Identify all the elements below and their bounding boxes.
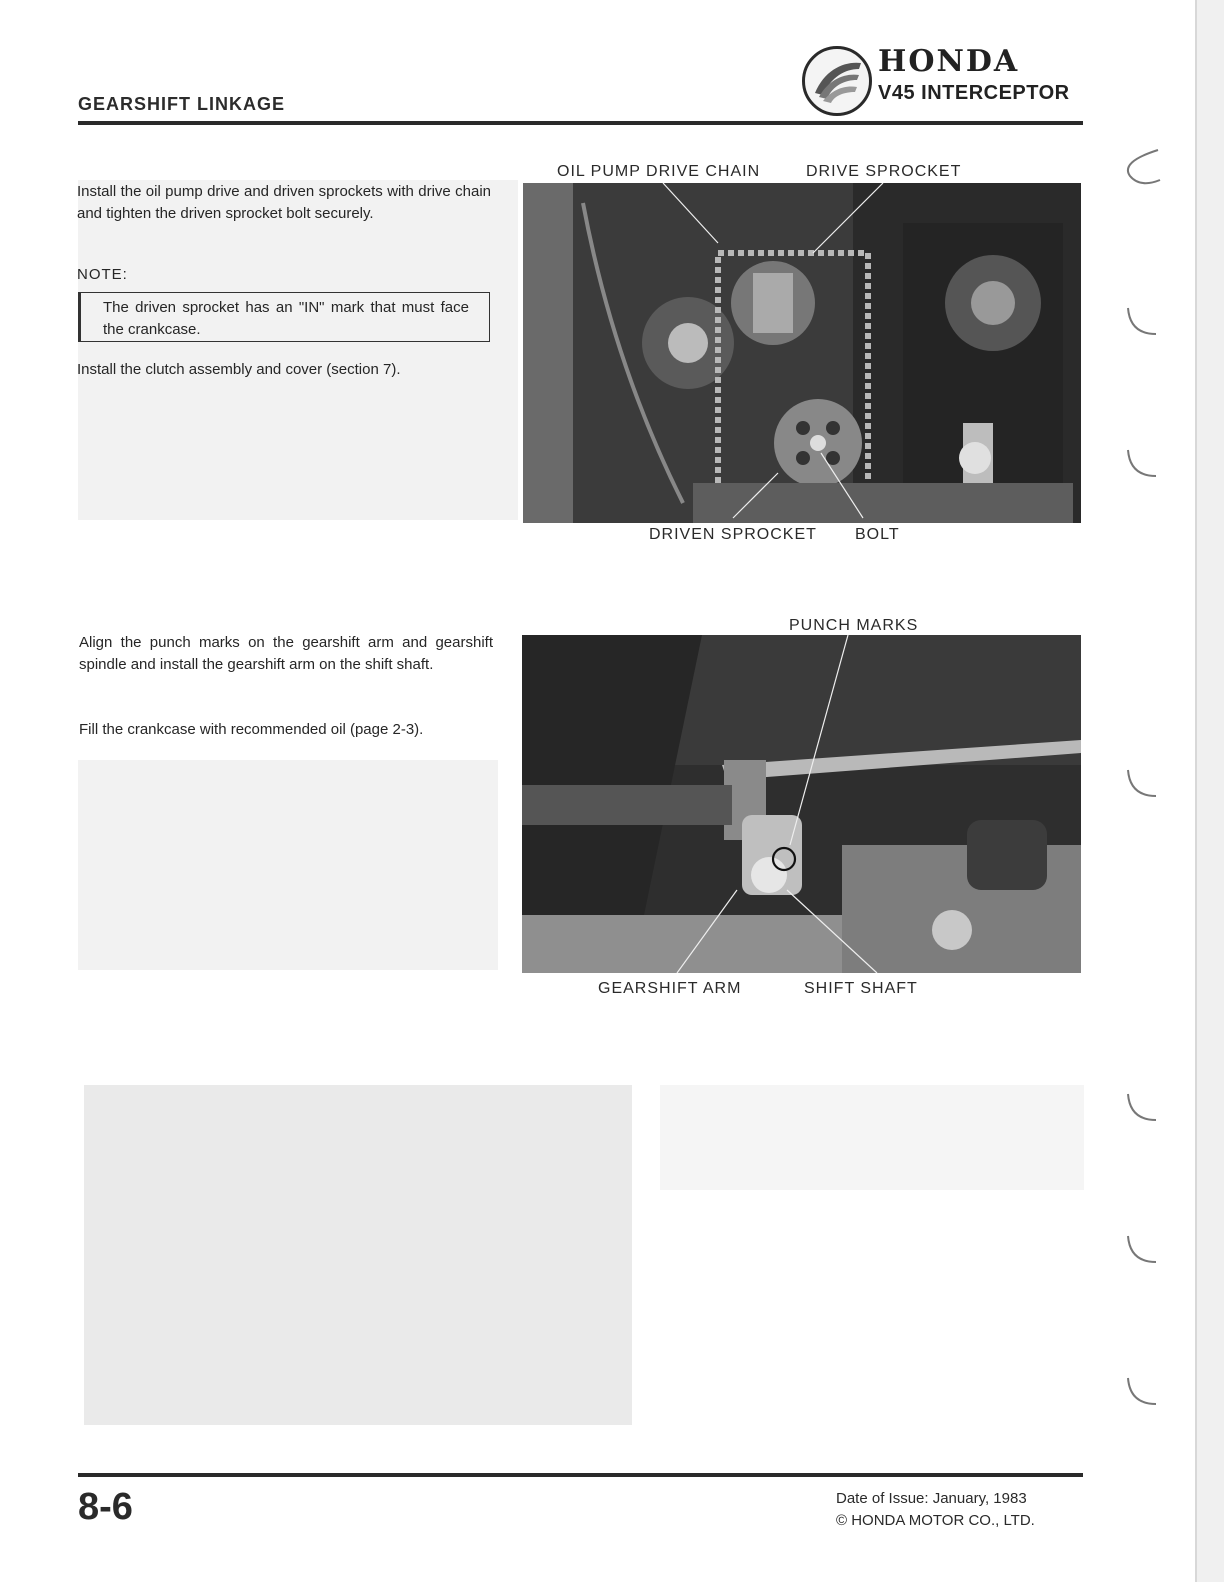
label-drive-sprocket: DRIVE SPROCKET — [806, 163, 962, 180]
section-title: GEARSHIFT LINKAGE — [78, 94, 286, 114]
note-label: NOTE: — [77, 266, 128, 283]
bleed-through-ghost-bottom — [84, 1085, 632, 1425]
page-number: 8-6 — [78, 1486, 133, 1528]
issue-info — [836, 1488, 1035, 1532]
label-punch-marks: PUNCH MARKS — [789, 617, 919, 634]
label-oil-pump-drive-chain: OIL PUMP DRIVE CHAIN — [557, 163, 761, 180]
oil-pump-sprocket-photo — [523, 183, 1081, 523]
honda-logo — [802, 44, 1092, 120]
bleed-through-ghost-text — [660, 1085, 1084, 1190]
honda-wing-emblem-icon — [802, 46, 872, 116]
note-text: The driven sprocket has an "IN" mark that must face the crankcase. — [103, 299, 469, 338]
label-gearshift-arm: GEARSHIFT ARM — [598, 980, 742, 997]
label-bolt: BOLT — [855, 526, 900, 543]
footer-rule — [78, 1473, 1083, 1477]
step1-instruction-2: Install the clutch assembly and cover (section 7). — [77, 361, 401, 378]
bleed-through-ghost-middle — [78, 760, 498, 970]
note-box — [78, 292, 490, 342]
bleed-through-ghost-top — [78, 180, 518, 520]
gearshift-arm-photo — [522, 635, 1081, 973]
brand-name: HONDA — [878, 44, 1020, 79]
binder-edge — [1100, 0, 1224, 1582]
label-shift-shaft: SHIFT SHAFT — [804, 980, 918, 997]
label-driven-sprocket: DRIVEN SPROCKET — [649, 526, 817, 543]
step2-instruction: Align the punch marks on the gearshift arm and gearshift spindle and install the gearshift arm on the shift shaft. — [79, 634, 493, 673]
date-of-issue: Date of Issue: January, 1983 — [836, 1490, 1027, 1507]
step2-instruction-2: Fill the crankcase with recommended oil (page 2-3). — [79, 721, 424, 738]
header-rule — [78, 121, 1083, 125]
model-name: V45 INTERCEPTOR — [878, 82, 1070, 104]
copyright: © HONDA MOTOR CO., LTD. — [836, 1512, 1035, 1529]
step1-instruction: Install the oil pump drive and driven sprockets with drive chain and tighten the driven sprocket bolt securely. — [77, 183, 491, 222]
